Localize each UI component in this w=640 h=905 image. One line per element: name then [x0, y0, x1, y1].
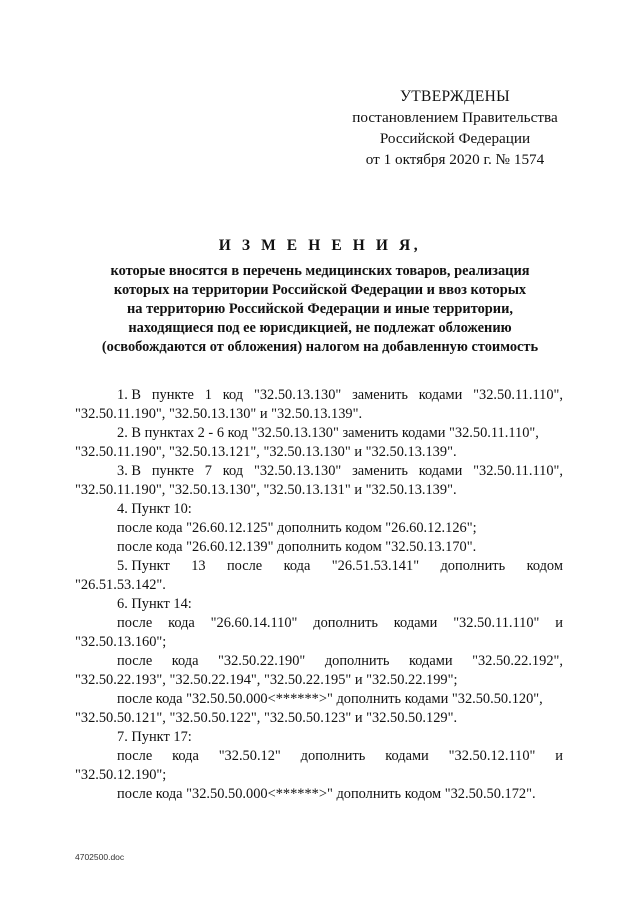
word: "26.60.14.110" — [210, 615, 298, 631]
word: кода — [172, 748, 199, 764]
word: код — [222, 387, 244, 403]
word: 7 — [204, 463, 212, 479]
word: 3. В — [117, 463, 141, 479]
word: и — [555, 748, 563, 764]
subheading-line: (освобождаются от обложения) налогом на добавленную стоимость — [101, 339, 539, 355]
word: заменить — [352, 463, 408, 479]
word: "32.50.11.110", — [473, 387, 563, 403]
subheading-line: которые вносятся в перечень медицинских товаров, реализация — [110, 263, 530, 279]
word: кодами — [385, 748, 429, 764]
word: кодами — [418, 463, 463, 479]
approval-block — [330, 86, 580, 170]
word: "32.50.12.110" — [448, 748, 536, 764]
word: кодами — [418, 387, 463, 403]
word: после — [117, 615, 153, 631]
word: "32.50.13.130" — [253, 387, 342, 403]
paragraph-line — [75, 557, 563, 576]
word: 5. Пункт — [117, 558, 170, 574]
paragraph-line: "32.50.11.190", "32.50.13.130", "32.50.13.131" и "32.50.13.139". — [75, 482, 457, 498]
paragraph-line: "32.50.50.121", "32.50.50.122", "32.50.50.123" и "32.50.50.129". — [75, 710, 458, 726]
file-name-footer: 4702500.doc — [75, 852, 125, 862]
word: после — [117, 748, 153, 764]
paragraph-line: после кода "26.60.12.125" дополнить кодом "26.60.12.126"; — [117, 520, 477, 536]
approval-title: УТВЕРЖДЕНЫ — [400, 88, 510, 105]
paragraph-line — [75, 462, 563, 481]
paragraph-line: "32.50.22.193", "32.50.22.194", "32.50.22.195" и "32.50.22.199"; — [75, 672, 458, 688]
word: "32.50.11.110" — [453, 615, 540, 631]
word: "32.50.13.130" — [253, 463, 342, 479]
word: после — [117, 653, 153, 669]
document-subheading — [30, 262, 610, 357]
paragraph-line — [75, 652, 563, 671]
paragraph-line: 2. В пунктах 2 - 6 код "32.50.13.130" заменить кодами "32.50.11.110", — [117, 425, 539, 441]
document-heading: И З М Е Н Е Н И Я, — [218, 237, 422, 254]
document-body — [75, 386, 563, 804]
paragraph-line: после кода "26.60.12.139" дополнить кодом "32.50.13.170". — [117, 539, 477, 555]
word: 1 — [204, 387, 212, 403]
word: "32.50.22.192", — [472, 653, 563, 669]
subheading-line: на территорию Российской Федерации и иные территории, — [127, 301, 513, 317]
word: дополнить — [440, 558, 506, 574]
word: код — [222, 463, 244, 479]
paragraph-line: после кода "32.50.50.000<******>" дополнить кодом "32.50.50.172". — [117, 786, 536, 802]
word: 13 — [191, 558, 206, 574]
approval-line: Российской Федерации — [379, 130, 531, 147]
paragraph-line: после кода "32.50.50.000<******>" дополнить кодами "32.50.50.120", — [117, 691, 543, 707]
paragraph-line — [75, 386, 563, 405]
word: кодами — [393, 615, 438, 631]
paragraph-line: "26.51.53.142". — [75, 577, 166, 593]
word: кода — [171, 653, 199, 669]
paragraph-line — [75, 747, 563, 766]
word: после — [226, 558, 263, 574]
word: кодами — [409, 653, 453, 669]
paragraph-line — [75, 614, 563, 633]
subheading-line: которых на территории Российской Федерации и ввоз которых — [113, 282, 527, 298]
word: кода — [283, 558, 311, 574]
paragraph-line: "32.50.12.190"; — [75, 767, 167, 783]
word: кодом — [526, 558, 563, 574]
paragraph-line: "32.50.11.190", "32.50.13.121", "32.50.13.130" и "32.50.13.139". — [75, 444, 457, 460]
word: "32.50.11.110", — [473, 463, 563, 479]
word: дополнить — [313, 615, 378, 631]
word: "32.50.22.190" — [218, 653, 306, 669]
word: дополнить — [300, 748, 366, 764]
word: и — [555, 615, 563, 631]
approval-line: постановлением Правительства — [352, 109, 558, 126]
subheading-line: находящиеся под ее юрисдикцией, не подлежат обложению — [128, 320, 512, 336]
word: дополнить — [324, 653, 390, 669]
word: 1. В — [117, 387, 141, 403]
word: "32.50.12" — [218, 748, 281, 764]
paragraph-line: 7. Пункт 17: — [117, 729, 192, 745]
approval-date-number: от 1 октября 2020 г. № 1574 — [365, 151, 545, 168]
paragraph-line: "32.50.11.190", "32.50.13.130" и "32.50.13.139". — [75, 406, 363, 422]
word: заменить — [352, 387, 408, 403]
word: кода — [168, 615, 195, 631]
word: "26.51.53.141" — [331, 558, 420, 574]
word: пункте — [151, 463, 194, 479]
paragraph-line: 4. Пункт 10: — [117, 501, 192, 517]
word: пункте — [151, 387, 194, 403]
paragraph-line: 6. Пункт 14: — [117, 596, 192, 612]
paragraph-line: "32.50.13.160"; — [75, 634, 167, 650]
